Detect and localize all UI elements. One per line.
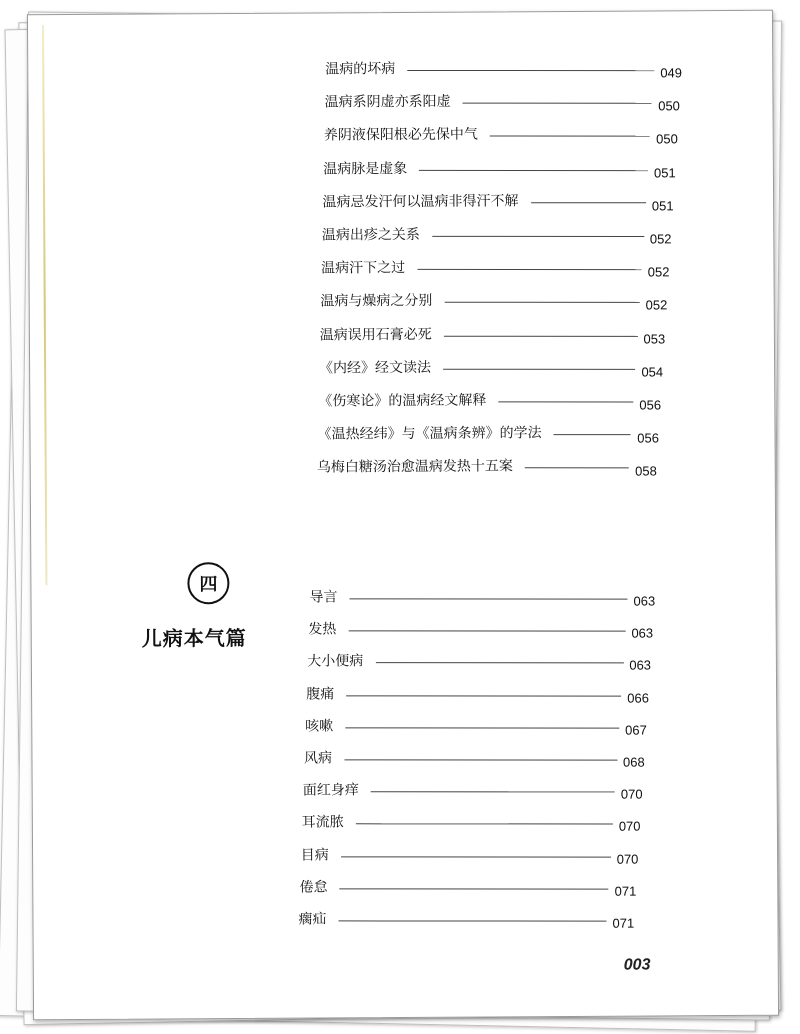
toc-entry: [323, 157, 682, 183]
section-title: 儿病本气篇: [141, 625, 247, 651]
toc-entry: [319, 356, 670, 382]
page-edge-gold-line: [42, 25, 47, 585]
toc-entry-page-number: 049: [660, 65, 683, 81]
toc-entry-title: 温病出疹之关系: [321, 226, 420, 244]
toc-entry-page-number: 052: [649, 231, 672, 247]
toc-entry-title: 养阴液保阳根必先保中气: [323, 126, 478, 144]
toc-entry-page-number: 063: [631, 625, 654, 641]
toc-entry-title: 导言: [309, 589, 338, 606]
toc-leader-line: [340, 888, 609, 889]
toc-leader-line: [344, 759, 617, 760]
toc-entry-page-number: 066: [627, 690, 649, 706]
toc-entry-page-number: 050: [658, 98, 680, 114]
toc-entry-page-number: 070: [616, 851, 639, 867]
toc-entry-page-number: 067: [625, 722, 647, 738]
toc-entry-page-number: 056: [639, 397, 662, 413]
toc-entry-page-number: 054: [641, 364, 664, 380]
toc-entry-title: 《温热经纬》与《温病条辨》的学法: [317, 425, 542, 443]
toc-leader-line: [346, 695, 621, 696]
toc-entry-page-number: 053: [643, 330, 666, 347]
toc-entry-page-number: 063: [633, 593, 656, 609]
page-folio-number: 003: [623, 956, 651, 974]
toc-entry: [301, 843, 645, 869]
toc-leader-line: [407, 70, 654, 71]
toc-entry: [324, 124, 684, 150]
toc-entry-page-number: 070: [620, 786, 643, 802]
toc-leader-line: [356, 824, 613, 825]
section-number-badge: [187, 562, 229, 604]
toc-entry: [307, 650, 657, 676]
toc-leader-line: [463, 103, 652, 104]
toc-leader-line: [375, 663, 623, 664]
toc-leader-line: [490, 136, 650, 137]
toc-entry-title: 乌梅白糖汤治愈温病发热十五案: [316, 458, 513, 476]
section-number: 四: [199, 574, 218, 596]
toc-entry-title: 温病误用石膏必死: [319, 326, 432, 344]
toc-entry: [304, 746, 651, 772]
toc-entry-page-number: 052: [645, 297, 668, 313]
toc-entry: [309, 585, 661, 611]
toc-entry: [303, 779, 649, 805]
toc-entry-page-number: 071: [612, 915, 635, 931]
toc-entry-title: 风病: [303, 750, 333, 767]
toc-leader-line: [525, 468, 629, 469]
toc-leader-line: [531, 202, 646, 203]
book-page: [27, 10, 779, 1021]
toc-entry: [302, 811, 647, 837]
toc-entry-title: 咳嗽: [305, 718, 334, 735]
toc-entry: [298, 908, 640, 934]
toc-entry-page-number: 071: [614, 883, 637, 899]
toc-leader-line: [554, 434, 631, 435]
toc-entry-page-number: 056: [637, 430, 659, 446]
toc-entry: [306, 682, 655, 708]
toc-entry: [318, 389, 667, 415]
toc-entry-title: 目病: [300, 847, 329, 864]
toc-leader-line: [498, 401, 633, 402]
toc-leader-line: [419, 169, 648, 170]
toc-entry-title: 《内经》经文读法: [318, 359, 432, 377]
toc-entry: [320, 290, 673, 316]
toc-entry: [321, 257, 676, 283]
toc-entry: [322, 223, 678, 249]
toc-entry: [318, 423, 666, 449]
toc-entry: [300, 875, 643, 901]
toc-leader-line: [444, 302, 639, 303]
toc-leader-line: [339, 920, 607, 921]
toc-entry-title: 发热: [308, 621, 337, 638]
toc-leader-line: [417, 269, 641, 270]
toc-entry-title: 温病系阴虚亦系阳虚: [324, 93, 451, 111]
toc-entry-page-number: 058: [635, 463, 657, 479]
toc-entry: [317, 456, 663, 482]
toc-leader-line: [341, 856, 611, 857]
toc-entry-page-number: 070: [618, 818, 641, 835]
toc-entry-title: 温病汗下之过: [321, 260, 406, 277]
toc-entry: [325, 57, 688, 83]
toc-entry-page-number: 068: [622, 754, 645, 770]
toc-entry-title: 温病脉是虚象: [323, 160, 408, 178]
toc-entry-page-number: 050: [656, 131, 678, 147]
toc-leader-line: [432, 236, 644, 237]
toc-leader-line: [350, 598, 628, 599]
toc-entry: [308, 618, 659, 644]
toc-part3-list: [28, 11, 772, 479]
toc-leader-line: [443, 369, 635, 370]
toc-entry: [322, 190, 680, 216]
toc-entry-title: 温病忌发汗何以温病非得汗不解: [322, 193, 519, 211]
toc-entry-page-number: 051: [653, 164, 676, 181]
toc-leader-line: [444, 335, 638, 336]
toc-leader-line: [371, 791, 615, 792]
toc-entry-page-number: 063: [629, 657, 652, 674]
toc-entry: [305, 714, 653, 740]
toc-entry-title: 耳流脓: [301, 814, 344, 832]
toc-entry-title: 面红身痒: [302, 782, 359, 799]
toc-entry-title: 温病与燥病之分别: [320, 293, 433, 310]
toc-entry-title: 温病的坏病: [325, 61, 396, 78]
toc-leader-line: [349, 631, 626, 632]
toc-entry-page-number: 051: [651, 198, 674, 214]
toc-leader-line: [345, 727, 619, 728]
toc-entry-title: 腹痛: [306, 686, 335, 703]
toc-entry: [320, 323, 672, 349]
toc-entry-title: 《伤寒论》的温病经文解释: [318, 392, 487, 410]
toc-entry-title: 大小便病: [307, 653, 364, 670]
toc-entry: [325, 90, 687, 116]
toc-entry-page-number: 052: [647, 264, 670, 280]
toc-entry-title: 瘸疝: [298, 911, 327, 928]
toc-entry-title: 倦怠: [299, 879, 328, 896]
